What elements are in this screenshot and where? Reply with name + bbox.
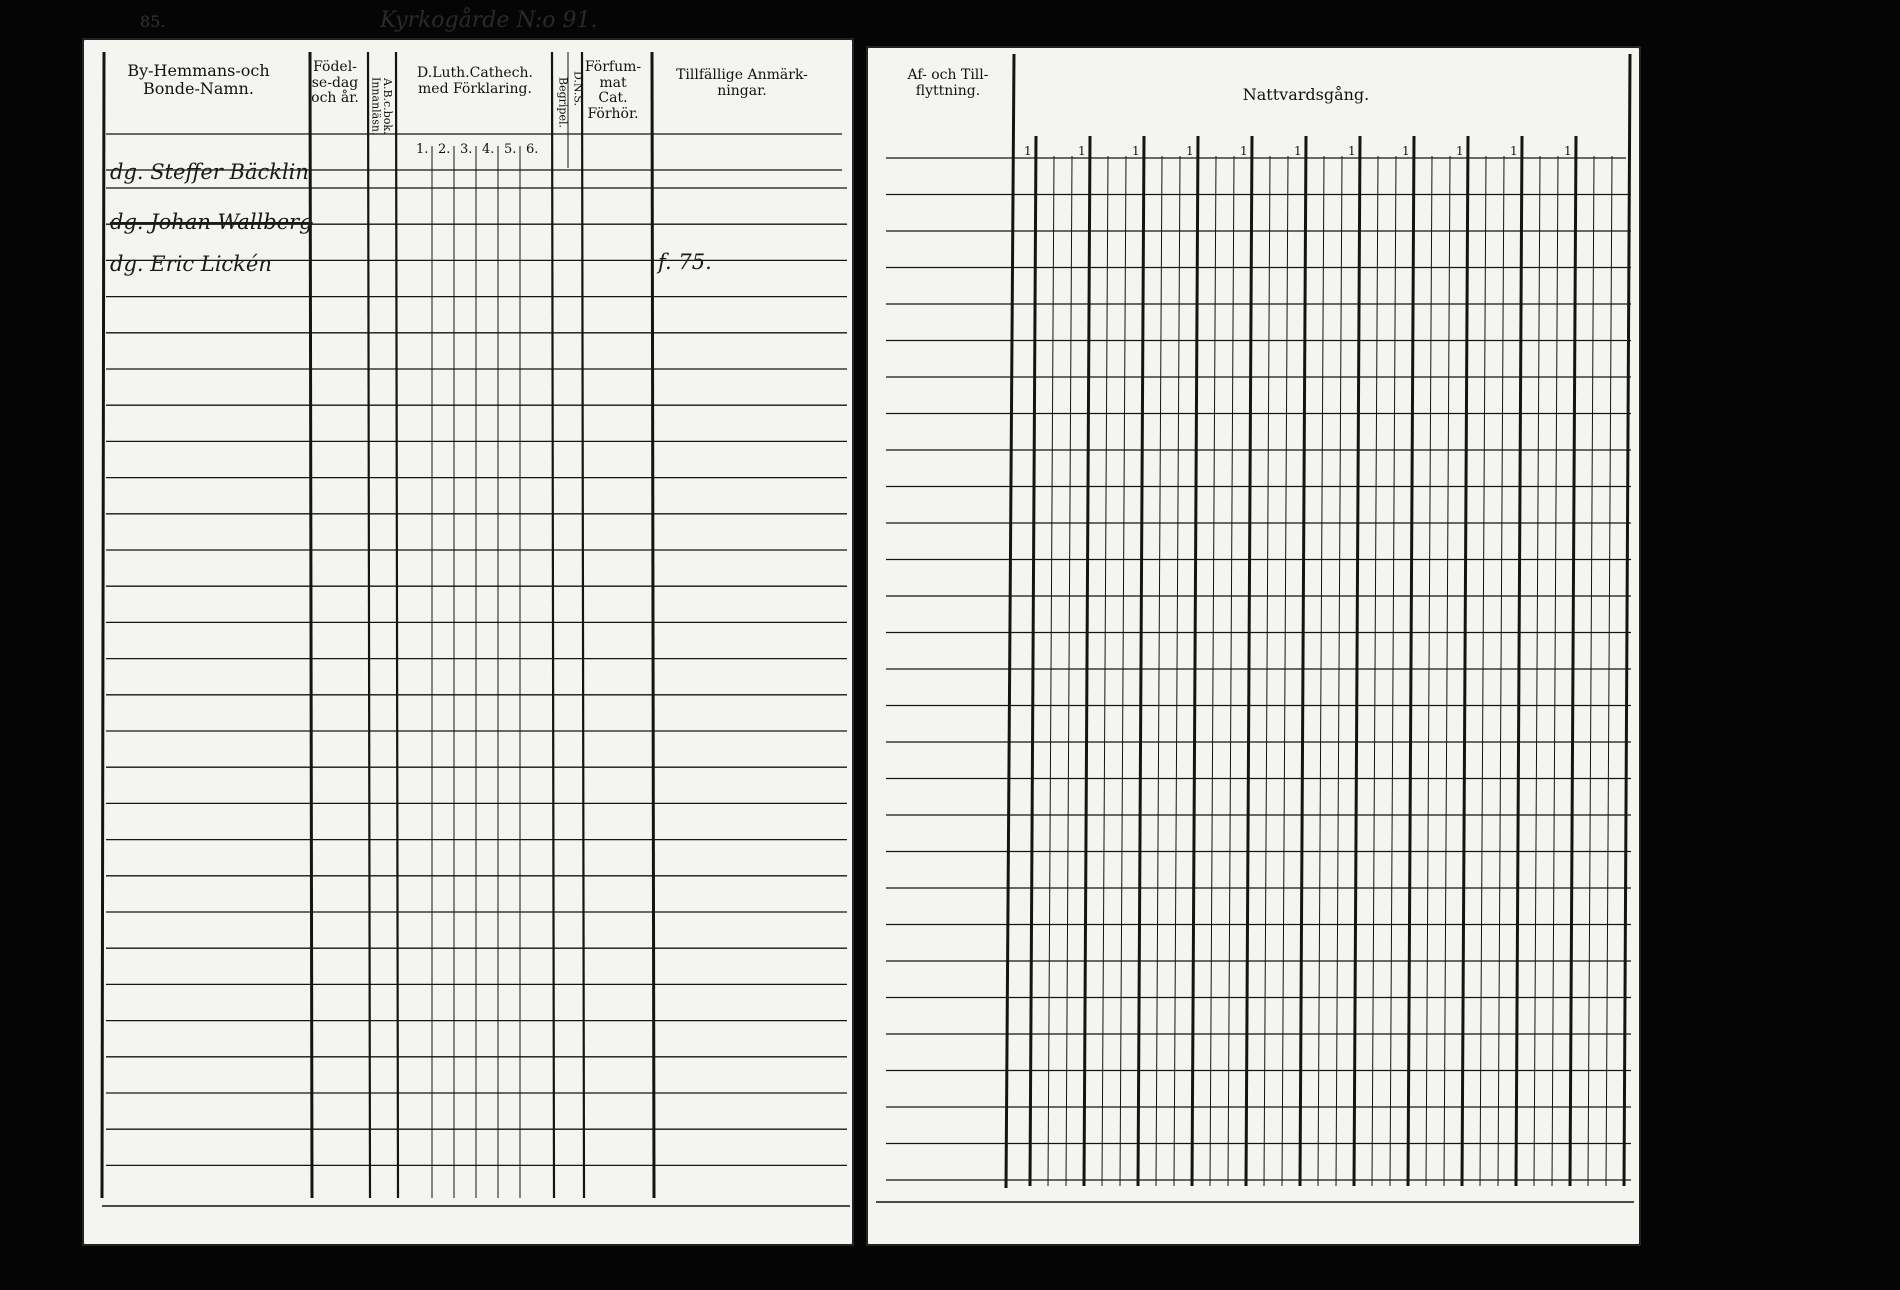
right-page-grid xyxy=(866,46,1641,1246)
header-note: Kyrkogårde N:o 91. xyxy=(380,8,598,33)
entry-name-2: dg. Johan Wallberg xyxy=(110,210,313,234)
col-header-forfummat: Förfum-mat Cat. Förhör. xyxy=(584,59,642,123)
subcolumn-rule xyxy=(1228,156,1234,1186)
entry-name-3: dg. Eric Lickén xyxy=(110,252,272,276)
column-rule xyxy=(102,52,104,1198)
column-rule xyxy=(1570,136,1576,1186)
subcolumn-rule xyxy=(1426,156,1432,1186)
col-header-remarks: Tillfällige Anmärk-ningar. xyxy=(676,67,808,99)
catechism-sub-2: 2. xyxy=(438,142,451,157)
column-rule xyxy=(1624,54,1630,1186)
catechism-sub-5: 5. xyxy=(504,142,517,157)
nattvard-mark: 1 xyxy=(1078,144,1086,158)
subcolumn-rule xyxy=(1606,156,1612,1186)
subcolumn-rule xyxy=(1120,156,1126,1186)
subcolumn-rule xyxy=(1498,156,1504,1186)
nattvard-mark: 1 xyxy=(1186,144,1194,158)
column-rule xyxy=(1138,136,1144,1186)
subcolumn-rule xyxy=(1390,156,1396,1186)
subcolumn-rule xyxy=(1282,156,1288,1186)
subcolumn-rule xyxy=(1480,156,1486,1186)
subcolumn-rule xyxy=(1534,156,1540,1186)
col-header-catechism: D.Luth.Cathech. med Förklaring. xyxy=(417,65,533,97)
nattvard-mark: 1 xyxy=(1240,144,1248,158)
column-rule xyxy=(1246,136,1252,1186)
column-rule xyxy=(1354,136,1360,1186)
subcolumn-rule xyxy=(1552,156,1558,1186)
nattvard-mark: 1 xyxy=(1456,144,1464,158)
nattvard-mark: 1 xyxy=(1132,144,1140,158)
nattvard-mark: 1 xyxy=(1294,144,1302,158)
subcolumn-rule xyxy=(1048,156,1054,1186)
column-rule xyxy=(1192,136,1198,1186)
entry-remark-3: f. 75. xyxy=(658,250,712,274)
column-rule xyxy=(1300,136,1306,1186)
nattvard-mark: 1 xyxy=(1348,144,1356,158)
nattvard-mark: 1 xyxy=(1024,144,1032,158)
subcolumn-rule xyxy=(1210,156,1216,1186)
column-rule xyxy=(1006,54,1014,1188)
right-page xyxy=(866,46,1641,1246)
subcolumn-rule xyxy=(1156,156,1162,1186)
column-rule xyxy=(1030,136,1036,1186)
subcolumn-rule xyxy=(1066,156,1072,1186)
subcolumn-rule xyxy=(1264,156,1270,1186)
subcolumn-rule xyxy=(1318,156,1324,1186)
column-rule xyxy=(652,52,654,1198)
column-rule xyxy=(1408,136,1414,1186)
page-number: 85. xyxy=(140,12,166,31)
catechism-sub-3: 3. xyxy=(460,142,473,157)
subcolumn-rule xyxy=(1102,156,1108,1186)
nattvard-mark: 1 xyxy=(1564,144,1572,158)
col-header-name: By-Hemmans-och Bonde-Namn. xyxy=(127,61,270,98)
left-page xyxy=(82,38,854,1246)
column-rule xyxy=(1516,136,1522,1186)
col-header-abc: A.B.c.bok. Innanläsn. xyxy=(369,76,395,136)
col-header-moving: Af- och Till-flyttning. xyxy=(907,67,989,99)
col-header-birth: Födel-se-dag och år. xyxy=(311,59,359,107)
col-header-nattvard: Nattvardsgång. xyxy=(1242,85,1370,104)
catechism-sub-1: 1. xyxy=(416,142,429,157)
subcolumn-rule xyxy=(1372,156,1378,1186)
nattvard-mark: 1 xyxy=(1402,144,1410,158)
catechism-sub-4: 4. xyxy=(482,142,495,157)
col-header-dns: D.N.S. xyxy=(571,70,585,106)
nattvard-mark: 1 xyxy=(1510,144,1518,158)
subcolumn-rule xyxy=(1444,156,1450,1186)
column-rule xyxy=(1084,136,1090,1186)
col-header-begrip: Begripel. xyxy=(556,76,570,128)
subcolumn-rule xyxy=(1336,156,1342,1186)
subcolumn-rule xyxy=(1174,156,1180,1186)
entry-name-1: dg. Steffer Bäcklin xyxy=(110,160,309,184)
catechism-sub-6: 6. xyxy=(526,142,539,157)
column-rule xyxy=(1462,136,1468,1186)
subcolumn-rule xyxy=(1588,156,1594,1186)
